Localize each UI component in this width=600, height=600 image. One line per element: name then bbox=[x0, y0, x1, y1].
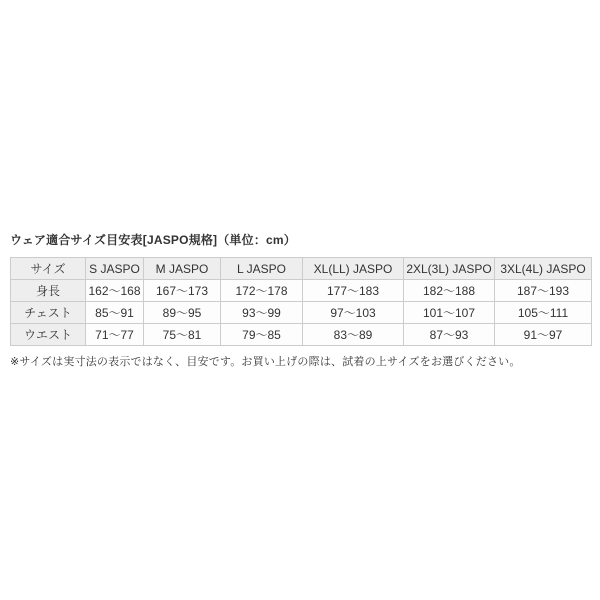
cell-waist-2xl: 87～93 bbox=[404, 324, 495, 346]
cell-chest-2xl: 101～107 bbox=[404, 302, 495, 324]
cell-height-m: 167～173 bbox=[144, 280, 221, 302]
column-header-3xl: 3XL(4L) JASPO bbox=[495, 258, 592, 280]
size-disclaimer-note: ※サイズは実寸法の表示ではなく、目安です。お買い上げの際は、試着の上サイズをお選びください。 bbox=[10, 356, 521, 368]
row-label-chest: チェスト bbox=[11, 302, 86, 324]
row-label-height: 身長 bbox=[11, 280, 86, 302]
table-row-waist bbox=[11, 324, 592, 346]
column-header-s: S JASPO bbox=[86, 258, 144, 280]
cell-height-3xl: 187～193 bbox=[495, 280, 592, 302]
size-table-header-row bbox=[11, 258, 592, 280]
cell-waist-l: 79～85 bbox=[221, 324, 303, 346]
cell-chest-xl: 97～103 bbox=[303, 302, 404, 324]
cell-waist-m: 75～81 bbox=[144, 324, 221, 346]
cell-height-s: 162～168 bbox=[86, 280, 144, 302]
table-row-chest bbox=[11, 302, 592, 324]
size-chart-title: ウェア適合サイズ目安表[JASPO規格]（単位：cm） bbox=[10, 233, 296, 247]
cell-chest-3xl: 105～111 bbox=[495, 302, 592, 324]
size-chart-section bbox=[10, 231, 591, 369]
column-header-l: L JASPO bbox=[221, 258, 303, 280]
table-row-height bbox=[11, 280, 592, 302]
column-header-xl: XL(LL) JASPO bbox=[303, 258, 404, 280]
cell-chest-l: 93～99 bbox=[221, 302, 303, 324]
cell-height-l: 172～178 bbox=[221, 280, 303, 302]
column-header-2xl: 2XL(3L) JASPO bbox=[404, 258, 495, 280]
column-header-size: サイズ bbox=[11, 258, 86, 280]
cell-waist-3xl: 91～97 bbox=[495, 324, 592, 346]
cell-chest-m: 89～95 bbox=[144, 302, 221, 324]
cell-height-xl: 177～183 bbox=[303, 280, 404, 302]
column-header-m: M JASPO bbox=[144, 258, 221, 280]
cell-chest-s: 85～91 bbox=[86, 302, 144, 324]
cell-waist-xl: 83～89 bbox=[303, 324, 404, 346]
cell-waist-s: 71～77 bbox=[86, 324, 144, 346]
cell-height-2xl: 182～188 bbox=[404, 280, 495, 302]
size-table bbox=[10, 257, 592, 346]
row-label-waist: ウエスト bbox=[11, 324, 86, 346]
